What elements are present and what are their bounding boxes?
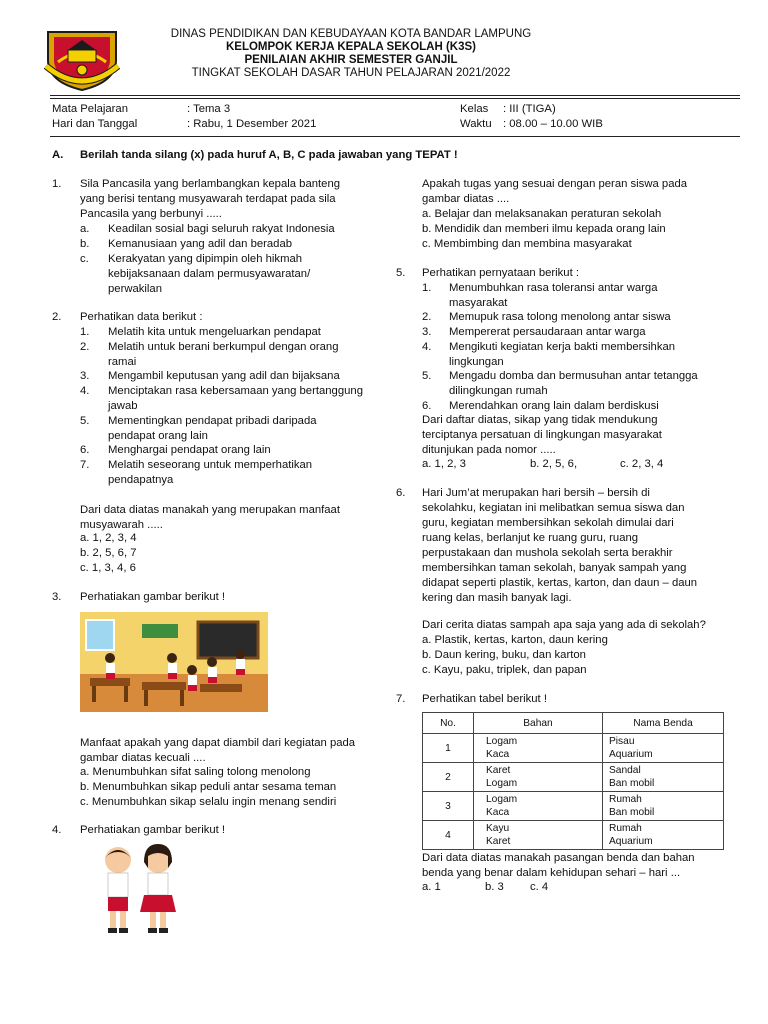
q1-option-a[interactable]: Keadilan sosial bagi seluruh rakyat Indonesia [108,223,335,235]
q5-option-c[interactable]: c. 2, 3, 4 [620,458,664,470]
q6-question: Dari cerita diatas sampah apa saja yang ada di sekolah? [422,619,706,631]
q7-option-b[interactable]: b. 3 [485,881,504,893]
q2-item-number: 4. [80,385,90,397]
q4-option-c[interactable]: c. Membimbing dan membina masyarakat [422,238,632,250]
q7-option-a[interactable]: a. 1 [422,881,441,893]
table-row [423,792,724,821]
class-value: : III (TIGA) [503,103,556,115]
q2-option-a[interactable]: a. 1, 2, 3, 4 [80,532,137,544]
q2-item: Menciptakan rasa kebersamaan yang bertanggung jawab [108,385,363,412]
q3-stem: Perhatiakan gambar berikut ! [80,591,226,603]
header-divider [50,95,740,96]
q6-option-c[interactable]: c. Kayu, paku, triplek, dan papan [422,664,587,676]
q5-stem: Perhatikan pernyataan berikut : [422,267,579,279]
table-cell-no: 1 [423,734,474,763]
q3-option-a[interactable]: a. Menumbuhkan sifat saling tolong menolong [80,766,311,778]
q5-item: Memupuk rasa tolong menolong antar siswa [449,311,671,323]
q6-passage: Hari Jum’at merupakan hari bersih – bersih di sekolahku, kegiatan ini melibatkan semua siswa dan guru, kegiatan membersihkan sekolah dimulai dari ruang kelas, berlanjut ke ruang guru, ruang perpustakaan dan mushola sekolah serta berakhir membersihkan taman sekolah, banyak sampah yang didapat seperti plastik, kertas, karton, dan daun – daun kering dan masih banyak lagi. [422,487,698,604]
q1-option-c[interactable]: Kerakyatan yang dipimpin oleh hikmah kebijaksanaan dalam permusyawaratan/ perwakilan [108,253,311,295]
q1-stem: Sila Pancasila yang berlambangkan kepala banteng yang berisi tentang musyawarah terdapat pada sila Pancasila yang berbunyi ..... [80,178,341,220]
table-row [423,734,724,763]
q7-stem: Perhatikan tabel berikut ! [422,693,547,705]
letterhead-agency: DINAS PENDIDIKAN DAN KEBUDAYAAN KOTA BANDAR LAMPUNG [170,28,532,40]
q1-option-b[interactable]: Kemanusiaan yang adil dan beradab [108,238,293,250]
q2-option-b[interactable]: b. 2, 5, 6, 7 [80,547,137,559]
q2-question: Dari data diatas manakah yang merupakan manfaat musyawarah ..... [80,504,340,531]
q2-item-number: 3. [80,370,90,382]
letterhead-group: KELOMPOK KERJA KEPALA SEKOLAH (K3S) [225,41,477,53]
q2-number: 2. [52,311,62,323]
table-cell-no: 3 [423,792,474,821]
q4-option-a[interactable]: a. Belajar dan melaksanakan peraturan sekolah [422,208,662,220]
date-value: : Rabu, 1 Desember 2021 [187,118,317,130]
letterhead-exam: PENILAIAN AKHIR SEMESTER GANJIL [244,54,458,66]
q6-option-b[interactable]: b. Daun kering, buku, dan karton [422,649,586,661]
q3-question: Manfaat apakah yang dapat diambil dari kegiatan pada gambar diatas kecuali .... [80,737,356,764]
q2-item-number: 7. [80,459,90,471]
subject-label: Mata Pelajaran [52,103,128,115]
q5-item: Menumbuhkan rasa toleransi antar warga masyarakat [449,282,658,309]
table-cell-benda: Rumah Aquarium [603,821,724,850]
q4-question: Apakah tugas yang sesuai dengan peran siswa pada gambar diatas .... [422,178,688,205]
classroom-picture [80,612,268,712]
q5-option-a[interactable]: a. 1, 2, 3 [422,458,466,470]
q1-option-c-letter[interactable]: c. [80,253,89,265]
q5-item: Mengikuti kegiatan kerja bakti membersihkan lingkungan [449,341,676,368]
q2-item: Menghargai pendapat orang lain [108,444,271,456]
table-row [423,763,724,792]
q5-item-number: 2. [422,311,432,323]
q2-item: Melatih kita untuk mengeluarkan pendapat [108,326,321,338]
letterhead [0,28,702,80]
q2-item-number: 1. [80,326,90,338]
q5-item-number: 4. [422,341,432,353]
q5-question: Dari daftar diatas, sikap yang tidak mendukung terciptanya persatuan di lingkungan masyarakat ditunjukan pada nomor ..... [422,414,662,456]
table-cell-benda: Pisau Aquarium [603,734,724,763]
table-header-bahan: Bahan [474,713,603,734]
time-label: Waktu [460,118,492,130]
table-row [423,821,724,850]
q3-number: 3. [52,591,62,603]
q5-item-number: 6. [422,400,432,412]
table-cell-bahan: Kayu Karet [474,821,603,850]
table-header-benda: Nama Benda [603,713,724,734]
q3-option-b[interactable]: b. Menumbuhkan sikap peduli antar sesama teman [80,781,337,793]
table-cell-bahan: Karet Logam [474,763,603,792]
q4-option-b[interactable]: b. Mendidik dan memberi ilmu kepada orang lain [422,223,666,235]
q2-item-number: 5. [80,415,90,427]
table-cell-bahan: Logam Kaca [474,792,603,821]
q5-item-number: 3. [422,326,432,338]
time-value: : 08.00 – 10.00 WIB [503,118,603,130]
q2-item-number: 6. [80,444,90,456]
letterhead-level: TINGKAT SEKOLAH DASAR TAHUN PELAJARAN 2021/2022 [191,67,511,79]
table-cell-bahan: Logam Kaca [474,734,603,763]
q5-item-number: 5. [422,370,432,382]
class-label: Kelas [460,103,489,115]
section-instruction: Berilah tanda silang (x) pada huruf A, B, C pada jawaban yang TEPAT ! [80,149,458,161]
q2-item: Mementingkan pendapat pribadi daripada pendapat orang lain [108,415,317,442]
q6-option-a[interactable]: a. Plastik, kertas, karton, daun kering [422,634,608,646]
materials-table [422,712,724,850]
q7-option-c[interactable]: c. 4 [530,881,549,893]
table-cell-benda: Sandal Ban mobil [603,763,724,792]
q1-option-b-letter[interactable]: b. [80,238,90,250]
q2-item: Melatih untuk berani berkumpul dengan orang ramai [108,341,339,368]
table-header-row [423,713,724,734]
q4-stem: Perhatiakan gambar berikut ! [80,824,226,836]
q5-option-b[interactable]: b. 2, 5, 6, [530,458,578,470]
table-cell-no: 2 [423,763,474,792]
section-letter: A. [52,149,64,161]
table-header-no: No. [423,713,474,734]
q5-item: Merendahkan orang lain dalam berdiskusi [449,400,659,412]
q6-number: 6. [396,487,406,499]
q7-number: 7. [396,693,406,705]
q4-number: 4. [52,824,62,836]
q5-item-number: 1. [422,282,432,294]
date-label: Hari dan Tanggal [52,118,138,130]
q5-item: Mempererat persaudaraan antar warga [449,326,646,338]
q1-option-a-letter[interactable]: a. [80,223,90,235]
q5-item: Mengadu domba dan bermusuhan antar tetangga dilingkungan rumah [449,370,698,397]
q2-option-c[interactable]: c. 1, 3, 4, 6 [80,562,136,574]
q3-option-c[interactable]: c. Menumbuhkan sikap selalu ingin menang sendiri [80,796,337,808]
subject-value: : Tema 3 [187,103,231,115]
table-cell-no: 4 [423,821,474,850]
q2-item: Mengambil keputusan yang adil dan bijaksana [108,370,340,382]
q2-stem: Perhatikan data berikut : [80,311,203,323]
q2-item: Melatih seseorang untuk memperhatikan pendapatnya [108,459,313,486]
q1-number: 1. [52,178,62,190]
table-cell-benda: Rumah Ban mobil [603,792,724,821]
q2-item-number: 2. [80,341,90,353]
info-divider [50,136,740,137]
header-divider-thin [50,98,740,99]
q7-question: Dari data diatas manakah pasangan benda dan bahan benda yang benar dalam kehidupan sehari – hari ... [422,852,695,879]
q5-number: 5. [396,267,406,279]
students-picture [96,842,182,938]
